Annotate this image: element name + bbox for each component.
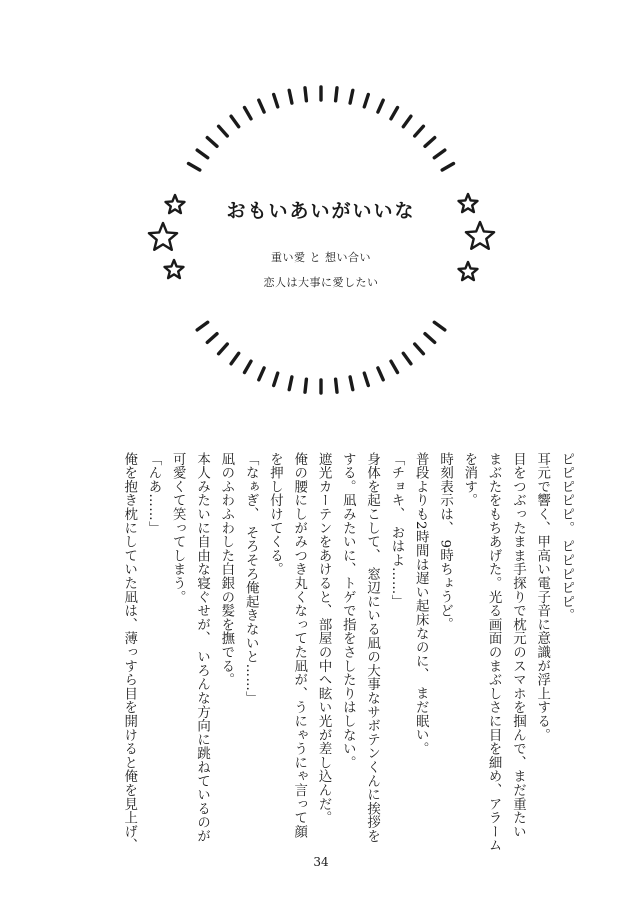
body-line: 普段よりも2時間は遅い起床なのに、 まだ眠い。	[413, 452, 429, 756]
ring-tick	[378, 368, 383, 380]
ring-tick	[425, 334, 435, 343]
ring-tick	[207, 334, 217, 343]
body-line: 俺を抱き枕にしていた凪は、薄っすら目を開けると俺を見上げ、	[121, 452, 137, 853]
ring-tick	[415, 344, 424, 354]
ring-tick	[425, 138, 435, 147]
ring-tick	[415, 126, 424, 136]
story-title: おもいあいがいいな	[226, 200, 416, 222]
body-line: 「チョキ、 おはよ……」	[388, 452, 404, 609]
ring-tick	[197, 150, 208, 158]
body-line: ピピピピピ。 ピピピピピ。	[559, 452, 574, 623]
body-line: 「んあ……」	[145, 452, 161, 535]
body-line: を押し付けてくる。	[267, 452, 283, 577]
ring-tick	[231, 116, 239, 127]
body-line: する。凪みたいに、トゲで指をさしたりはしない。	[340, 452, 356, 770]
body-line: 凪のふわふわした白銀の髪を撫でる。	[218, 452, 234, 687]
ring-tick	[289, 377, 292, 390]
ring-tick	[434, 322, 445, 330]
ring-tick	[364, 95, 368, 107]
body-line: 本人みたいに自由な寝ぐせが、 いろんな方向に跳ねているのが	[194, 452, 210, 844]
body-line: 目をつぶったまま手探りで枕元のスマホを掴んで、まだ重たい	[510, 452, 526, 839]
body-line: 遮光カーテンをあけると、部屋の中へ眩い光が差し込んだ。	[316, 452, 332, 825]
ring-tick	[336, 88, 337, 101]
ring-tick	[336, 379, 337, 392]
body-line: 時刻表示は、 9時ちょうど。	[437, 452, 453, 632]
ring-tick	[231, 353, 239, 364]
star-icon	[149, 223, 177, 250]
ring-tick	[350, 377, 353, 390]
ring-tick	[378, 100, 383, 112]
vertical-body-text	[116, 452, 578, 853]
ring-tick	[403, 353, 411, 364]
body-line: 耳元で響く、甲高い電子音に意識が浮上する。	[534, 452, 550, 742]
body-line: 「なぁぎ、 そろそろ俺起きないと……」	[243, 452, 259, 706]
star-icon	[466, 222, 494, 249]
ring-tick	[245, 361, 252, 372]
ring-tick	[350, 90, 353, 103]
story-subtitle-1: 重い愛 と 想い合い	[271, 251, 371, 264]
body-line: を消す。	[461, 452, 477, 508]
ring-tick	[219, 344, 228, 354]
story-subtitle-2: 恋人は大事に愛したい	[263, 276, 379, 289]
ring-tick	[305, 379, 306, 392]
ring-tick	[207, 138, 217, 147]
body-line: 俺の腰にしがみつき丸くなってた凪が、うにゃうにゃ言って顔	[291, 452, 307, 839]
ring-tick	[259, 100, 264, 112]
ring-tick	[391, 361, 398, 372]
ring-tick	[274, 95, 278, 107]
ring-tick	[219, 126, 228, 136]
ring-tick	[197, 322, 208, 330]
ring-tick	[403, 116, 411, 127]
ring-tick	[305, 88, 306, 101]
ring-tick	[289, 90, 292, 103]
ring-tick	[442, 164, 453, 171]
ring-tick	[189, 164, 200, 171]
ring-tick	[434, 150, 445, 158]
ring-tick	[364, 373, 368, 385]
ring-tick	[245, 108, 252, 119]
ring-ticks	[189, 87, 454, 393]
ring-tick	[274, 373, 278, 385]
ring-tick	[391, 108, 398, 119]
body-line: 身体を起こして、 窓辺にいる凪の大事なサボテンくんに挨拶を	[364, 452, 380, 844]
body-line: 可愛くて笑ってしまう。	[170, 452, 186, 604]
body-line: まぶたをもちあげた。光る画面のまぶしさに目を細め、アラーム	[486, 452, 502, 853]
page-number: 34	[313, 855, 329, 869]
ring-tick	[259, 368, 264, 380]
